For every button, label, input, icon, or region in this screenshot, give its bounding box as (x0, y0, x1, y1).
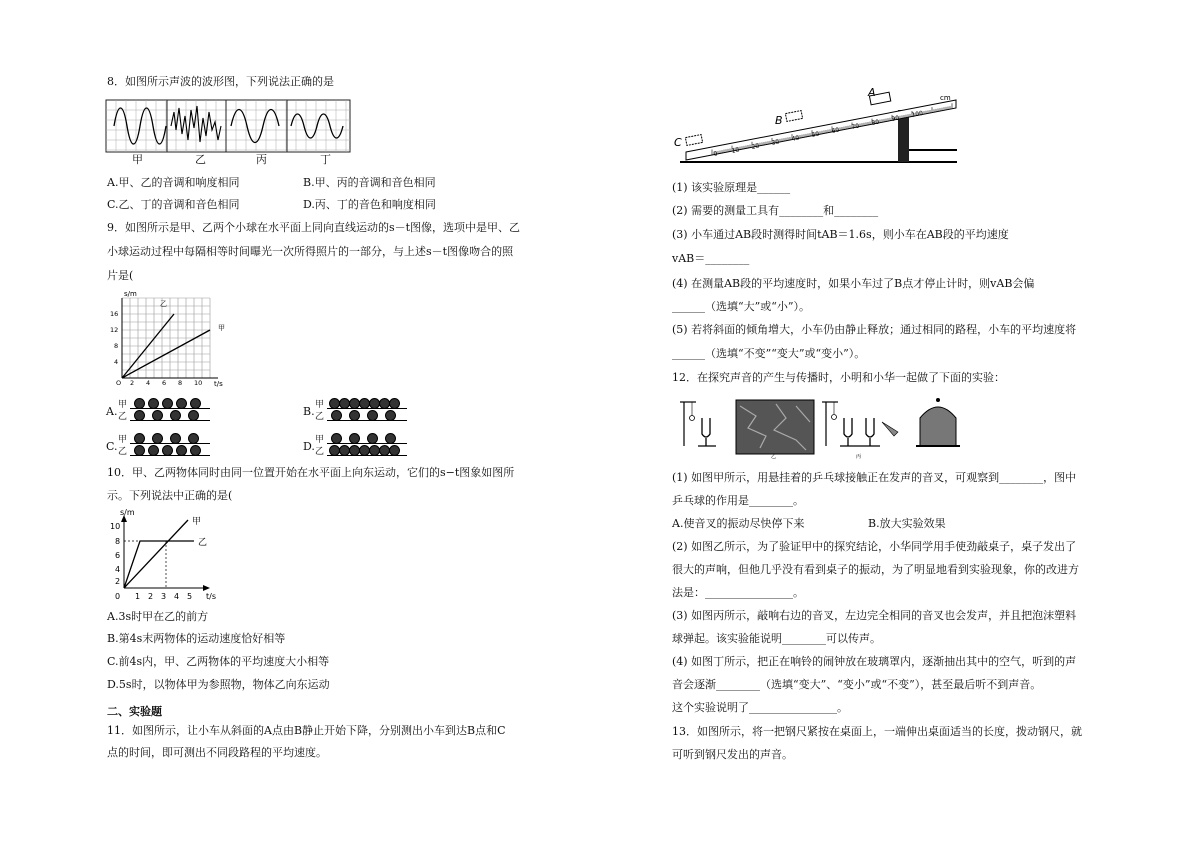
q12-experiment-figures (676, 396, 976, 458)
q8-option-c: C.乙、丁的音调和音色相同 (107, 198, 240, 211)
q10-option-c: C.前4s内，甲、乙两物体的平均速度大小相等 (107, 655, 330, 668)
q10-st-graph (110, 508, 225, 604)
q9-xtick-8: 8 (178, 379, 183, 387)
section-title-experiments: 二、实验题 (107, 705, 162, 718)
q12-fig-label-yi: 乙 (771, 454, 777, 460)
ruler-unit: cm (940, 94, 951, 102)
q11-stem-line1: 11．如图所示，让小车从斜面的A点由B静止开始下降，分别测出小车到达B点和C (107, 724, 506, 737)
q12-sub1-cont: 乒乓球的作用是________。 (672, 494, 804, 507)
ruler-tick-40: 40 (791, 134, 800, 143)
q9-a-row-jia-label: 甲 (118, 400, 128, 410)
q10-series-yi: 乙 (198, 538, 208, 548)
q12-sub4-cont2: 这个实验说明了________________。 (672, 701, 848, 714)
q8-option-b: B.甲、丙的音调和音色相同 (303, 176, 436, 189)
q11-stem-line2: 点的时间，即可测出不同段路程的平均速度。 (107, 746, 327, 759)
q11-sub2: (2) 需要的测量工具有________和________ (672, 204, 879, 217)
q9-b-row-jia-label: 甲 (315, 400, 325, 410)
q12-sub2: (2) 如图乙所示，为了验证甲中的探究结论，小华同学用手使劲敲桌子，桌子发出了 (672, 540, 1077, 553)
ball (349, 433, 360, 444)
ruler-tick-90: 90 (891, 114, 900, 123)
ball (389, 398, 400, 409)
q12-option-b: B.放大实验效果 (868, 517, 946, 530)
q11-sub1: (1) 该实验原理是______ (672, 181, 791, 194)
ball (385, 433, 396, 444)
q9-option-c: C. (106, 440, 118, 453)
q10-xtick-5: 5 (187, 592, 193, 601)
incline-point-a: A (868, 86, 876, 99)
ruler-tick-50: 50 (811, 130, 820, 139)
q12-option-a: A.使音叉的振动尽快停下来 (672, 517, 805, 530)
q9-d-row-yi-label: 乙 (315, 447, 325, 457)
q9-c-row-jia-label: 甲 (118, 435, 128, 445)
q9-option-d: D. (303, 440, 315, 453)
waveform-jia (114, 108, 166, 144)
ruler-tick-30: 30 (771, 138, 780, 147)
q10-ytick-4: 4 (115, 565, 121, 574)
q9-option-c-photo (130, 431, 210, 459)
q9-option-a: A. (106, 405, 118, 418)
q9-series-jia: 甲 (218, 324, 225, 332)
q11-sub3: (3) 小车通过AB段时测得时间tAB＝1.6s，则小车在AB段的平均速度 (672, 228, 1009, 241)
q8-option-a: A.甲、乙的音调和响度相同 (107, 176, 240, 189)
ball (188, 410, 199, 421)
q9-ylabel: s/m (124, 290, 137, 298)
ball (148, 398, 159, 409)
q12-sub2-cont: 很大的声响，但他几乎没有看到桌子的振动，为了明显地看到实验现象，你的改进方 (672, 563, 1079, 576)
q10-stem-line1: 10．甲、乙两物体同时由同一位置开始在水平面上向东运动，它们的s−t图象如图所 (107, 466, 515, 479)
ball (134, 445, 145, 456)
q9-xtick-o: O (116, 379, 122, 387)
q9-stem-line2: 小球运动过程中每隔相等时间曝光一次所得照片的一部分，与上述s－t图像吻合的照 (107, 245, 514, 258)
q8-label-yi: 乙 (195, 153, 206, 166)
q10-option-d: D.5s时，以物体甲为参照物，物体乙向东运动 (107, 678, 330, 691)
q9-series-yi: 乙 (160, 300, 167, 308)
q12-stem: 12．在探究声音的产生与传播时，小明和小华一起做了下面的实验： (672, 371, 1005, 384)
figure-bing (822, 402, 898, 446)
q10-ytick-6: 6 (115, 551, 121, 560)
q9-xlabel: t/s (214, 380, 223, 388)
ball (176, 398, 187, 409)
q10-option-b: B.第4s末两物体的运动速度恰好相等 (107, 632, 286, 645)
q12-sub3-cont: 球弹起。该实验能说明________可以传声。 (672, 632, 881, 645)
q10-xtick-0: 0 (115, 592, 121, 601)
q12-sub2-cont2: 法是：________________。 (672, 586, 804, 599)
q10-xtick-3: 3 (161, 592, 167, 601)
ruler-tick-100: 100 (911, 109, 924, 119)
q10-xtick-2: 2 (148, 592, 154, 601)
q11-sub5-cont: ______（选填“不变”“变大”或“变小”）。 (672, 347, 866, 360)
q10-ytick-10: 10 (110, 522, 121, 531)
figure-jia (680, 402, 716, 446)
q10-series-jia: 甲 (192, 517, 202, 527)
q11-incline-figure (672, 86, 982, 176)
ball (176, 445, 187, 456)
ball (134, 398, 145, 409)
q10-ytick-2: 2 (115, 577, 121, 586)
ball (367, 410, 378, 421)
ruler-tick-20: 20 (751, 142, 760, 151)
ruler-tick-60: 60 (831, 126, 840, 135)
ball (134, 410, 145, 421)
q10-option-a: A.3s时甲在乙的前方 (107, 610, 209, 623)
q10-xlabel: t/s (206, 592, 216, 601)
q9-xtick-4: 4 (146, 379, 151, 387)
q10-ytick-8: 8 (115, 537, 121, 546)
q11-sub5: (5) 若将斜面的倾角增大，小车仍由静止释放；通过相同的路程，小车的平均速度将 (672, 323, 1077, 336)
q11-sub4-cont: ______（选填“大”或“小”）。 (672, 300, 810, 313)
q8-waveform-figure (106, 100, 358, 160)
q11-sub3-answer: vAB＝________ (672, 252, 750, 265)
ball (190, 445, 201, 456)
q9-a-row-yi-label: 乙 (118, 412, 128, 422)
ball (331, 433, 342, 444)
q10-line-yi (124, 541, 194, 588)
q10-xtick-4: 4 (174, 592, 180, 601)
cart-at-c (685, 135, 702, 146)
q9-option-d-photo (327, 431, 407, 459)
q11-sub4: (4) 在测量AB段的平均速度时，如果小车过了B点才停止计时，则vAB会偏 (672, 277, 1035, 290)
q12-sub3: (3) 如图丙所示，敲响右边的音叉，左边完全相同的音叉也会发声，并且把泡沫塑料 (672, 609, 1077, 622)
q10-line-jia (124, 520, 188, 588)
q8-option-d: D.丙、丁的音色和响度相同 (303, 198, 436, 211)
q10-ylabel: s/m (120, 508, 135, 517)
q9-option-b-photo (327, 396, 407, 424)
q9-option-b: B. (303, 405, 315, 418)
q9-xtick-2: 2 (130, 379, 135, 387)
waveform-bing (231, 110, 279, 143)
q9-option-a-photo (130, 396, 210, 424)
q9-ytick-4: 4 (114, 358, 119, 366)
incline-point-b: B (775, 114, 783, 127)
ball (367, 433, 378, 444)
ball (188, 433, 199, 444)
figure-ding-bell-jar (916, 398, 960, 446)
q9-c-row-yi-label: 乙 (118, 447, 128, 457)
ruler-tick-80: 80 (871, 118, 880, 127)
ball (162, 398, 173, 409)
q8-label-bing: 丙 (256, 153, 267, 166)
ball (162, 445, 173, 456)
q9-xtick-10: 10 (194, 379, 203, 387)
ball (385, 410, 396, 421)
incline-point-c: C (674, 136, 682, 149)
q8-stem: 8．如图所示声波的波形图，下列说法正确的是 (107, 75, 334, 88)
q8-label-ding: 丁 (320, 153, 331, 166)
q9-st-graph (110, 292, 230, 387)
q13-stem-line2: 可听到钢尺发出的声音。 (672, 748, 793, 761)
q10-xtick-1: 1 (135, 592, 141, 601)
ball (331, 410, 342, 421)
ball (170, 410, 181, 421)
ruler-tick-0: 0 (713, 150, 719, 158)
ball (152, 433, 163, 444)
q8-label-jia: 甲 (132, 153, 143, 166)
q13-stem-line1: 13．如图所示，将一把钢尺紧按在桌面上，一端伸出桌面适当的长度，拨动钢尺，就 (672, 725, 1082, 738)
cart-at-b (785, 111, 802, 122)
q9-xtick-6: 6 (162, 379, 167, 387)
ball (170, 433, 181, 444)
q9-stem-line3: 片是( (107, 269, 134, 282)
q9-b-row-yi-label: 乙 (315, 412, 325, 422)
ball (152, 410, 163, 421)
q9-d-row-jia-label: 甲 (315, 435, 325, 445)
q10-stem-line2: 示。下列说法中正确的是( (107, 489, 233, 502)
ball (349, 410, 360, 421)
q9-stem-line1: 9．如图所示是甲、乙两个小球在水平面上同向直线运动的s－t图像，选项中是甲、乙 (107, 221, 521, 234)
waveform-ding (291, 114, 343, 138)
ball (190, 398, 201, 409)
ball (389, 445, 400, 456)
q9-ytick-16: 16 (110, 310, 119, 318)
q12-sub1: (1) 如图甲所示，用悬挂着的乒乓球接触正在发声的音叉，可观察到________，图中 (672, 471, 1077, 484)
q12-sub4: (4) 如图丁所示，把正在响铃的闹钟放在玻璃罩内，逐渐抽出其中的空气，听到的声 (672, 655, 1077, 668)
ruler-tick-70: 70 (851, 122, 860, 131)
q9-ytick-8: 8 (114, 342, 119, 350)
ball (134, 433, 145, 444)
ruler-tick-10: 10 (731, 146, 740, 155)
q9-ytick-12: 12 (110, 326, 119, 334)
q12-fig-label-bing: 丙 (856, 454, 862, 460)
q12-sub4-cont: 音会逐渐________（选填“变大”、“变小”或“不变”），甚至最后听不到声音。 (672, 678, 1042, 691)
ball (148, 445, 159, 456)
